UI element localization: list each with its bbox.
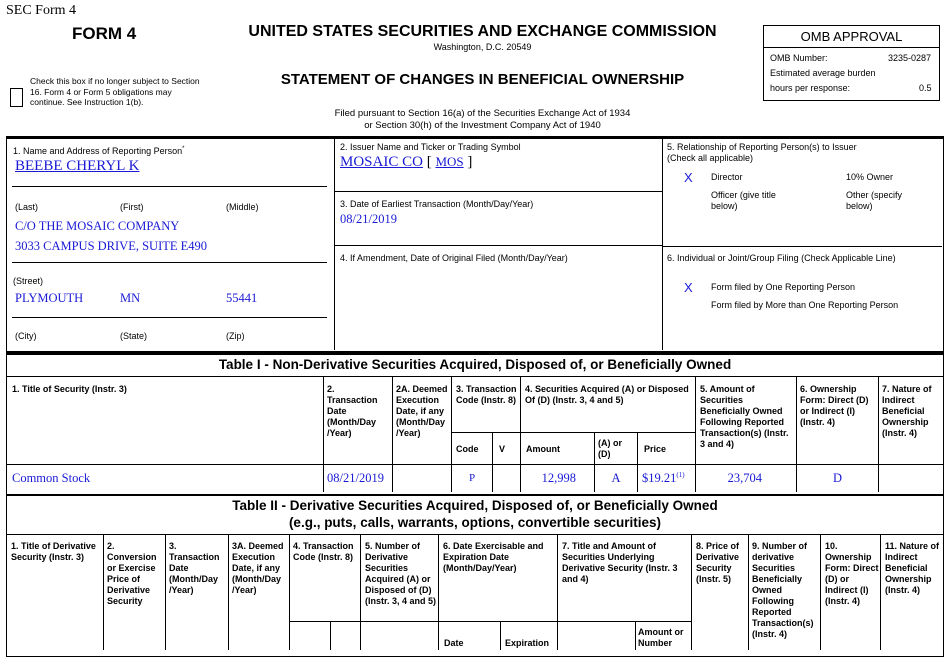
t2-col-transaction-date: 3. Transaction Date (Month/Day /Year): [169, 541, 220, 595]
t2-col-exercisable-expiration: 6. Date Exercisable and Expiration Date (Month/Day/Year): [443, 541, 544, 573]
table-2-title: Table II - Derivative Securities Acquired, Disposed of, or Beneficially Owned: [232, 498, 718, 513]
t2-col-nature: 11. Nature of Indirect Beneficial Ownership (Instr. 4): [885, 541, 940, 595]
section16-checkbox-label: Check this box if no longer subject to Section 16. Form 4 or Form 5 obligations may continue. See Instruction 1(b).: [30, 76, 200, 107]
t2-col-underlying: 7. Title and Amount of Securities Underlying Derivative Security (Instr. 3 and 4): [562, 541, 678, 584]
omb-burden-label-1: Estimated average burden: [770, 68, 876, 78]
t2-col-price: 8. Price of Derivative Security (Instr. 5): [696, 541, 740, 584]
t2-subcol-amount-or-number: Amount or Number: [638, 627, 684, 648]
t1-subcol-a-or-d: (A) or (D): [598, 438, 622, 459]
t1-row-security-title: Common Stock: [12, 471, 91, 485]
t2-subcol-date: Date: [444, 638, 464, 648]
director-label: Director: [711, 172, 743, 182]
officer-label: Officer (give title below): [711, 190, 776, 211]
state-value: MN: [120, 291, 141, 305]
state-label: (State): [120, 331, 148, 341]
t1-col-title: 1. Title of Security (Instr. 3): [12, 384, 127, 394]
director-mark[interactable]: X: [684, 170, 693, 185]
zip-value: 55441: [226, 291, 258, 305]
t1-col-securities: 4. Securities Acquired (A) or Disposed Of (D) (Instr. 3, 4 and 5): [525, 384, 689, 405]
issuer-name-link[interactable]: MOSAIC CO: [340, 154, 423, 170]
filed-pursuant-line-1: Filed pursuant to Section 16(a) of the Securities Exchange Act of 1934: [334, 108, 631, 119]
t1-row-a-or-d: A: [611, 471, 621, 485]
table-2-subtitle: (e.g., puts, calls, warrants, options, convertible securities): [288, 515, 662, 530]
statement-title: STATEMENT OF CHANGES IN BENEFICIAL OWNERSHIP: [280, 71, 685, 88]
t1-subcol-amount: Amount: [526, 444, 560, 454]
t2-col-number-derivative: 5. Number of Derivative Securities Acquired (A) or Disposed of (D) (Instr. 3, 4 and 5): [365, 541, 437, 606]
t1-col-deemed-date: 2A. Deemed Execution Date, if any (Month/Day /Year): [396, 384, 448, 438]
box2-label: 2. Issuer Name and Ticker or Trading Symbol: [340, 142, 521, 152]
t1-col-amount-owned: 5. Amount of Securities Beneficially Owned Following Reported Transaction(s) (Instr. 3 and 4): [700, 384, 789, 449]
last-label: (Last): [15, 202, 39, 212]
ten-percent-owner-label: 10% Owner: [846, 172, 894, 182]
t1-col-code: 3. Transaction Code (Instr. 8): [456, 384, 517, 405]
box3-label: 3. Date of Earliest Transaction (Month/Day/Year): [340, 199, 534, 209]
t2-col-transaction-code: 4. Transaction Code (Instr. 8): [293, 541, 354, 562]
t2-col-number-owned: 9. Number of derivative Securities Beneficially Owned Following Reported Transaction(s) (Instr. 4): [752, 541, 814, 639]
issuer-line: MOSAIC CO [ MOS ]: [340, 154, 473, 170]
t1-row-price: $19.21$^{(1)}$: [642, 471, 685, 486]
table-1-title: Table I - Non-Derivative Securities Acquired, Disposed of, or Beneficially Owned: [218, 357, 732, 372]
doc-title: SEC Form 4: [6, 3, 77, 18]
t2-col-title: 1. Title of Derivative Security (Instr. 3): [11, 541, 96, 562]
agency-location: Washington, D.C. 20549: [433, 42, 532, 52]
t1-col-ownership-form: 6. Ownership Form: Direct (D) or Indirect (I) (Instr. 4): [800, 384, 869, 427]
omb-number-value: 3235-0287: [888, 53, 932, 63]
t1-col-nature: 7. Nature of Indirect Beneficial Ownership (Instr. 4): [882, 384, 932, 438]
city-value: PLYMOUTH: [15, 291, 84, 305]
box5-label: 5. Relationship of Reporting Person(s) to Issuer (Check all applicable): [667, 142, 857, 163]
first-label: (First): [120, 202, 144, 212]
omb-burden-value: 0.5: [919, 83, 932, 93]
zip-label: (Zip): [226, 331, 245, 341]
t1-col-date: 2. Transaction Date (Month/Day /Year): [327, 384, 378, 438]
t1-row-amount: 12,998: [541, 471, 576, 485]
filed-pursuant-line-2: or Section 30(h) of the Investment Company Act of 1940: [364, 120, 601, 131]
city-label: (City): [15, 331, 37, 341]
middle-label: (Middle): [226, 202, 259, 212]
section16-checkbox[interactable]: [10, 88, 23, 107]
address-line-1: C/O THE MOSAIC COMPANY: [15, 219, 180, 233]
box1-label: 1. Name and Address of Reporting Person*: [13, 146, 185, 156]
t1-subcol-code: Code: [456, 444, 479, 454]
reporting-person-name-link[interactable]: BEEBE CHERYL K: [15, 158, 140, 174]
t1-row-ownership-form: D: [832, 471, 843, 485]
omb-number-label: OMB Number:: [770, 53, 828, 63]
t1-row-amount-owned: 23,704: [727, 471, 762, 485]
t1-subcol-price: Price: [644, 444, 667, 454]
t2-col-ownership-form: 10. Ownership Form: Direct (D) or Indirect (I) (Instr. 4): [825, 541, 879, 606]
earliest-transaction-date: 08/21/2019: [340, 212, 397, 226]
one-person-label: Form filed by One Reporting Person: [711, 282, 856, 292]
t1-row-code: P: [468, 472, 476, 484]
more-persons-label: Form filed by More than One Reporting Person: [711, 300, 899, 310]
t1-subcol-v: V: [499, 444, 506, 454]
one-person-mark[interactable]: X: [684, 280, 693, 295]
other-label: Other (specify below): [846, 190, 903, 211]
address-line-2: 3033 CAMPUS DRIVE, SUITE E490: [15, 239, 208, 253]
ticker-link[interactable]: MOS: [435, 154, 464, 169]
box6-label: 6. Individual or Joint/Group Filing (Check Applicable Line): [667, 253, 896, 263]
t2-subcol-expiration: Expiration: [505, 638, 550, 648]
street-label: (Street): [13, 276, 44, 286]
form-name: FORM 4: [72, 24, 137, 43]
omb-burden-label-2: hours per response:: [770, 83, 851, 93]
t1-row-date: 08/21/2019: [327, 471, 384, 485]
t2-col-conversion-price: 2. Conversion or Exercise Price of Derivative Security: [107, 541, 157, 606]
omb-title: OMB APPROVAL: [800, 29, 903, 44]
agency-name: UNITED STATES SECURITIES AND EXCHANGE COMMISSION: [248, 23, 717, 40]
box4-label: 4. If Amendment, Date of Original Filed (Month/Day/Year): [340, 253, 568, 263]
t2-col-deemed-date: 3A. Deemed Execution Date, if any (Month/Day /Year): [232, 541, 284, 595]
